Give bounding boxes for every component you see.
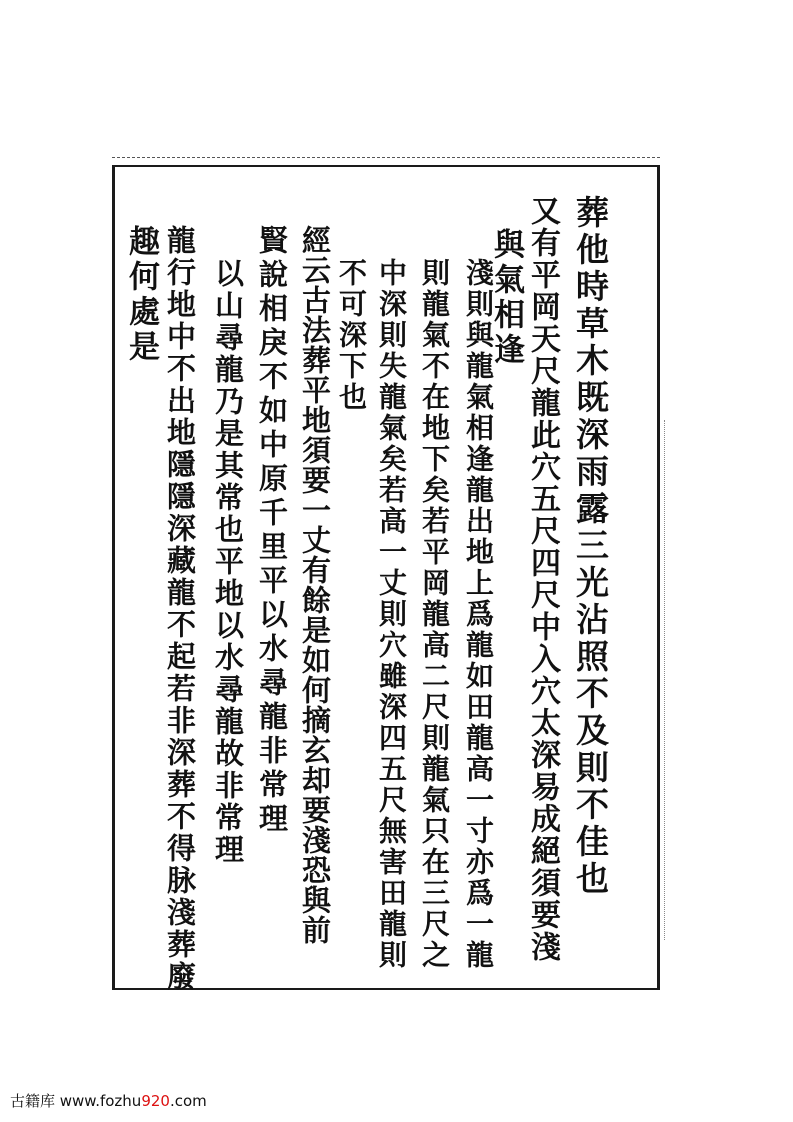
- text-column-2: 又有平岡天尺龍此穴五尺四尺中入穴太深易成絕須要淺: [525, 195, 560, 963]
- text-column-8: 經云古法葬平地須要一丈有餘是如何摘玄却要淺恐與前: [298, 225, 332, 945]
- watermark-number: 920: [141, 1092, 170, 1110]
- text-column-7: 不可深下也: [335, 258, 368, 413]
- text-column-11: 龍行地中不出地隱隱深藏龍不起若非深葬不得脉淺葬廢: [163, 225, 197, 993]
- watermark-suffix: .com: [169, 1092, 207, 1110]
- top-rule: [112, 157, 660, 158]
- text-column-10: 以山尋龍乃是其常也平地以水尋龍故非常理: [211, 258, 245, 866]
- text-column-6: 中深則失龍氣矣若高一丈則穴雖深四五尺無害田龍則: [375, 258, 408, 971]
- text-column-1: 葬他時草木既深雨露三光沾照不及則不佳也: [571, 195, 610, 898]
- margin-dotted-line: [664, 420, 665, 940]
- text-column-9: 賢說相戾不如中原千里平以水尋龍非常理: [255, 225, 289, 837]
- text-column-12: 趣何處是: [123, 225, 159, 365]
- text-column-3: 與氣相逢: [488, 228, 524, 368]
- text-column-5: 則龍氣不在地下矣若平岡龍高二尺則龍氣只在三尺之: [418, 258, 451, 971]
- site-watermark: [10, 1090, 207, 1111]
- watermark-prefix: 古籍库 www.fozhu: [10, 1092, 142, 1110]
- text-column-4: 淺則與龍氣相逢龍出地上爲龍如田龍高一寸亦爲一龍: [462, 258, 495, 971]
